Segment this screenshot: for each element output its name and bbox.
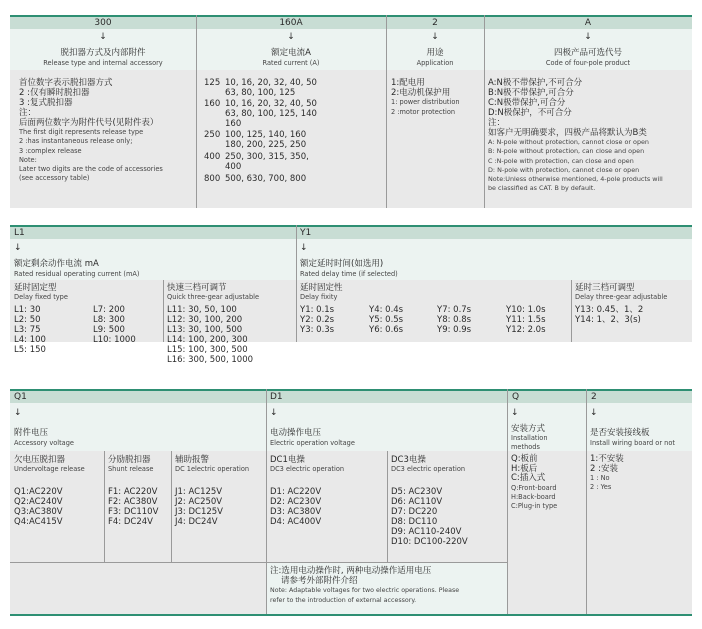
wiring-list	[590, 455, 624, 492]
voltage-item: D8: DC110	[391, 517, 438, 527]
voltage-item: F1: AC220V	[108, 487, 158, 497]
install-item: C:插入式	[511, 473, 546, 483]
application-list	[391, 78, 483, 117]
application-title-en: Application	[416, 59, 454, 67]
current-values: 63, 80, 100, 125, 140	[225, 109, 317, 119]
alarm-list	[175, 487, 223, 527]
undervoltage-title-en: Undervoltage release	[14, 465, 85, 473]
release-line: 2 :has instantaneous release only;	[19, 137, 133, 146]
residual-item: L9: 500	[93, 325, 125, 335]
voltage-item: J4: DC24V	[175, 517, 218, 527]
fixed-type-title-en: Delay fixed type	[14, 293, 68, 301]
frame-label: 125	[204, 78, 221, 88]
header-accessory-code: Q1	[14, 392, 27, 402]
four-pole-item: D: N-pole with protection, cannot close or open	[488, 165, 640, 174]
release-line: 后面两位数字为附件代号(见附件表）	[19, 118, 159, 128]
application-title-cn: 用途	[426, 48, 444, 58]
current-values: 63, 80, 100, 125	[225, 88, 296, 98]
undervoltage-list	[14, 487, 63, 527]
alarm-title-cn: 辅助报警	[175, 455, 210, 465]
arrow-down-icon: ↓	[511, 408, 519, 418]
four-pole-item: B:N极不带保护,可合分	[488, 88, 574, 98]
residual-item: L16: 300, 500, 1000	[167, 355, 254, 365]
dc1-title-en: DC3 electric operation	[270, 465, 345, 473]
four-pole-item: D:N极保护，不可合分	[488, 108, 572, 118]
header-release-code: 300	[94, 18, 112, 28]
delay-item: Y10: 1.0s	[506, 305, 546, 315]
install-title-cn: 安装方式	[511, 424, 546, 434]
delay-fixed-title-en: Delay fixity	[300, 293, 338, 301]
current-values: 10, 16, 20, 32, 40, 50	[225, 78, 317, 88]
voltage-item: D2: AC230V	[270, 497, 322, 507]
residual-item: L7: 200	[93, 305, 125, 315]
four-pole-list	[488, 78, 690, 194]
delay-item: Y14: 1、2、3(s)	[575, 315, 641, 325]
wiring-title-en: Install wiring board or not	[590, 439, 675, 447]
delay-col	[506, 305, 546, 335]
voltage-item: J3: DC125V	[175, 507, 223, 517]
frame-label: 800	[204, 174, 221, 184]
arrow-down-icon: ↓	[14, 243, 22, 253]
voltage-item: D7: DC220	[391, 507, 438, 517]
release-line: Later two digits are the code of accessories	[19, 165, 163, 174]
arrow-down-icon: ↓	[287, 32, 295, 42]
delay-col	[369, 305, 403, 335]
four-pole-item: be classified as CAT. B by default.	[488, 184, 596, 193]
frame-label: 250	[204, 130, 221, 140]
current-values: 400	[225, 162, 242, 172]
shunt-list	[108, 487, 158, 527]
residual-title-cn: 额定剩余动作电流 mA	[14, 259, 99, 269]
current-values: 250, 300, 315, 350,	[225, 152, 309, 162]
header-delay-code: Y1	[300, 228, 312, 238]
delay-item: Y11: 1.5s	[506, 315, 546, 325]
delay-item: Y3: 0.3s	[300, 325, 335, 335]
release-line: 3 :complex release	[19, 146, 82, 155]
delay-title-en: Rated delay time (if selected)	[300, 270, 398, 278]
delay-item: Y5: 0.5s	[369, 315, 404, 325]
header-residual-code: L1	[14, 228, 25, 238]
current-title-cn: 额定电流A	[271, 48, 311, 58]
header-wiring-code: 2	[591, 392, 597, 402]
wiring-item: 2 :安装	[590, 463, 618, 474]
delay-item: Y4: 0.4s	[369, 305, 404, 315]
four-pole-item: A:N极不带保护,不可合分	[488, 78, 583, 88]
residual-item: L1: 30	[14, 305, 41, 315]
current-values: 500, 630, 700, 800	[225, 174, 307, 184]
fixed-col2	[93, 305, 136, 345]
shunt-title-en: Shunt release	[108, 465, 154, 473]
delay-item: Y7: 0.7s	[437, 305, 472, 315]
four-pole-item: A: N-pole without protection, cannot close or open	[488, 138, 649, 146]
release-line: 2 :仅有瞬时脱扣器	[19, 88, 90, 98]
delay-col	[300, 305, 334, 335]
arrow-down-icon: ↓	[590, 408, 598, 418]
install-title-en: methods	[511, 443, 540, 451]
residual-item: L15: 100, 300, 500	[167, 345, 248, 355]
release-line: 3 :复式脱扣器	[19, 98, 73, 108]
arrow-down-icon: ↓	[431, 32, 439, 42]
release-line: 注：	[19, 108, 37, 118]
delay-item: Y9: 0.9s	[437, 325, 472, 335]
fixed-type-title-cn: 延时固定型	[14, 283, 57, 293]
section1-header	[10, 15, 692, 29]
arrow-down-icon: ↓	[270, 408, 278, 418]
delay-adjust-title-cn: 延时三档可调型	[575, 283, 635, 293]
residual-item: L11: 30, 50, 100	[167, 305, 237, 315]
install-item: H:Back-board	[511, 492, 556, 501]
delay-adjust-list	[575, 305, 643, 325]
wiring-title-cn: 是否安装接线板	[590, 428, 650, 438]
dc3-title-en: DC3 electric operation	[391, 465, 466, 473]
release-line: 首位数字表示脱扣器方式	[19, 78, 113, 88]
voltage-item: D3: AC380V	[270, 507, 322, 517]
install-item: H:板后	[511, 463, 538, 474]
install-item: Q:Front-board	[511, 483, 557, 492]
header-current-code: 160A	[279, 18, 303, 28]
accessory-title-en: Accessory voltage	[14, 439, 74, 447]
section2-header	[10, 225, 692, 239]
release-description	[19, 78, 195, 184]
voltage-item: D6: AC110V	[391, 497, 443, 507]
delay-item: Y2: 0.2s	[300, 315, 335, 325]
fixed-col1	[14, 305, 46, 355]
voltage-item: F2: AC380V	[108, 497, 158, 507]
header-four-pole-code: A	[584, 18, 592, 28]
residual-item: L3: 75	[14, 325, 41, 335]
electric-title-en: Electric operation voltage	[270, 439, 355, 447]
residual-item: L13: 30, 100, 500	[167, 325, 243, 335]
quick-adjust-list	[167, 305, 253, 365]
current-values: 100, 125, 140, 160	[225, 130, 307, 140]
arrow-down-icon: ↓	[14, 408, 22, 418]
wiring-item: 1:不安装	[590, 454, 624, 464]
current-values: 10, 16, 20, 32, 40, 50	[225, 99, 317, 109]
dc1-list	[270, 487, 321, 527]
residual-item: L14: 100, 200, 300	[167, 335, 248, 345]
delay-item: Y8: 0.8s	[437, 315, 472, 325]
accessory-title-cn: 附件电压	[14, 428, 49, 438]
residual-item: L2: 50	[14, 315, 41, 325]
application-item: 1:配电用	[391, 78, 425, 88]
current-values: 180, 200, 225, 250	[225, 140, 307, 150]
voltage-item: J1: AC125V	[175, 487, 223, 497]
voltage-item: D5: AC230V	[391, 487, 443, 497]
residual-title-en: Rated residual operating current (mA)	[14, 270, 140, 278]
release-line: Note:	[19, 155, 37, 164]
install-title-en: Installation	[511, 434, 548, 442]
delay-item: Y13: 0.45、1、2	[575, 305, 644, 315]
voltage-item: Q2:AC240V	[14, 497, 63, 507]
section3-header	[10, 389, 692, 403]
dc1-title-cn: DC1电操	[270, 455, 305, 465]
voltage-item: D9: AC110-240V	[391, 527, 462, 537]
arrow-down-icon: ↓	[584, 32, 592, 42]
release-line: The first digit represents release type	[19, 128, 144, 136]
wiring-item: 1 : No	[590, 474, 610, 482]
dc3-title-cn: DC3电操	[391, 455, 426, 465]
undervoltage-title-cn: 欠电压脱扣器	[14, 455, 66, 465]
residual-item: L5: 150	[14, 345, 46, 355]
four-pole-title-cn: 四极产品可选代号	[553, 48, 622, 58]
application-item: 2 :motor protection	[391, 107, 456, 116]
note-line: 请参考外部附件介绍	[281, 576, 358, 586]
voltage-item: J2: AC250V	[175, 497, 223, 507]
four-pole-item: 注：	[488, 118, 506, 128]
application-item: 2:电动机保护用	[391, 88, 451, 98]
delay-item: Y12: 2.0s	[506, 325, 546, 335]
four-pole-item: C :N-pole with protection, can close and open	[488, 156, 634, 165]
dc3-list	[391, 487, 468, 547]
frame-label: 160	[204, 99, 221, 109]
delay-col	[437, 305, 471, 335]
voltage-item: D4: AC400V	[270, 517, 322, 527]
delay-item: Y6: 0.6s	[369, 325, 404, 335]
install-list	[511, 455, 557, 511]
header-application-code: 2	[432, 18, 438, 28]
note-line: 注:选用电动操作时, 两种电动操作适用电压	[270, 566, 432, 576]
voltage-item: F3: DC110V	[108, 507, 159, 517]
voltage-item: Q1:AC220V	[14, 487, 63, 497]
electric-note	[270, 566, 506, 605]
note-line: refer to the introduction of external accessory.	[270, 596, 417, 604]
note-line: Note: Adaptable voltages for two electric operations. Please	[270, 587, 460, 594]
release-line: (see accessory table)	[19, 174, 90, 183]
four-pole-title-en: Code of four-pole product	[545, 59, 631, 67]
frame-label: 400	[204, 152, 221, 162]
four-pole-item: C:N极带保护,可合分	[488, 98, 566, 108]
voltage-item: Q3:AC380V	[14, 507, 63, 517]
release-title-cn: 脱扣器方式及内部附件	[60, 48, 146, 58]
install-item: C:Plug-in type	[511, 501, 558, 510]
electric-title-cn: 电动操作电压	[270, 428, 322, 438]
residual-item: L8: 300	[93, 315, 125, 325]
arrow-down-icon: ↓	[300, 243, 308, 253]
application-item: 1: power distribution	[391, 98, 460, 106]
delay-item: Y1: 0.1s	[300, 305, 335, 315]
four-pole-item: 如客户无明确要求，四极产品将默认为B类	[488, 128, 647, 138]
header-electric-code: D1	[270, 392, 283, 402]
delay-fixed-title-cn: 延时固定性	[300, 283, 343, 293]
residual-item: L4: 100	[14, 335, 46, 345]
delay-adjust-title-en: Delay three-gear adjustable	[575, 293, 668, 301]
quick-adjust-title-cn: 快速三档可调节	[167, 283, 227, 293]
voltage-item: D1: AC220V	[270, 487, 322, 497]
residual-item: L12: 30, 100, 200	[167, 315, 243, 325]
voltage-item: Q4:AC415V	[14, 517, 63, 527]
alarm-title-en: DC 1electric operation	[175, 465, 250, 473]
delay-title-cn: 额定延时时间(如选用)	[300, 259, 384, 269]
quick-adjust-title-en: Quick three-gear adjustable	[167, 293, 260, 301]
current-title-en: Rated current (A)	[262, 59, 320, 67]
install-item: Q:板前	[511, 454, 538, 464]
four-pole-item: Note:Unless otherwise mentioned, 4-pole products will	[488, 175, 663, 184]
wiring-item: 2 : Yes	[590, 483, 612, 491]
four-pole-item: B: N-pole without protection, can close and open	[488, 147, 645, 156]
arrow-down-icon: ↓	[99, 32, 107, 42]
current-values: 160	[225, 119, 242, 129]
residual-item: L10: 1000	[93, 335, 136, 345]
voltage-item: D10: DC100-220V	[391, 537, 468, 547]
release-title-en: Release type and internal accessory	[43, 59, 163, 67]
shunt-title-cn: 分励脱扣器	[108, 455, 151, 465]
voltage-item: F4: DC24V	[108, 517, 153, 527]
header-install-code: Q	[512, 392, 520, 402]
